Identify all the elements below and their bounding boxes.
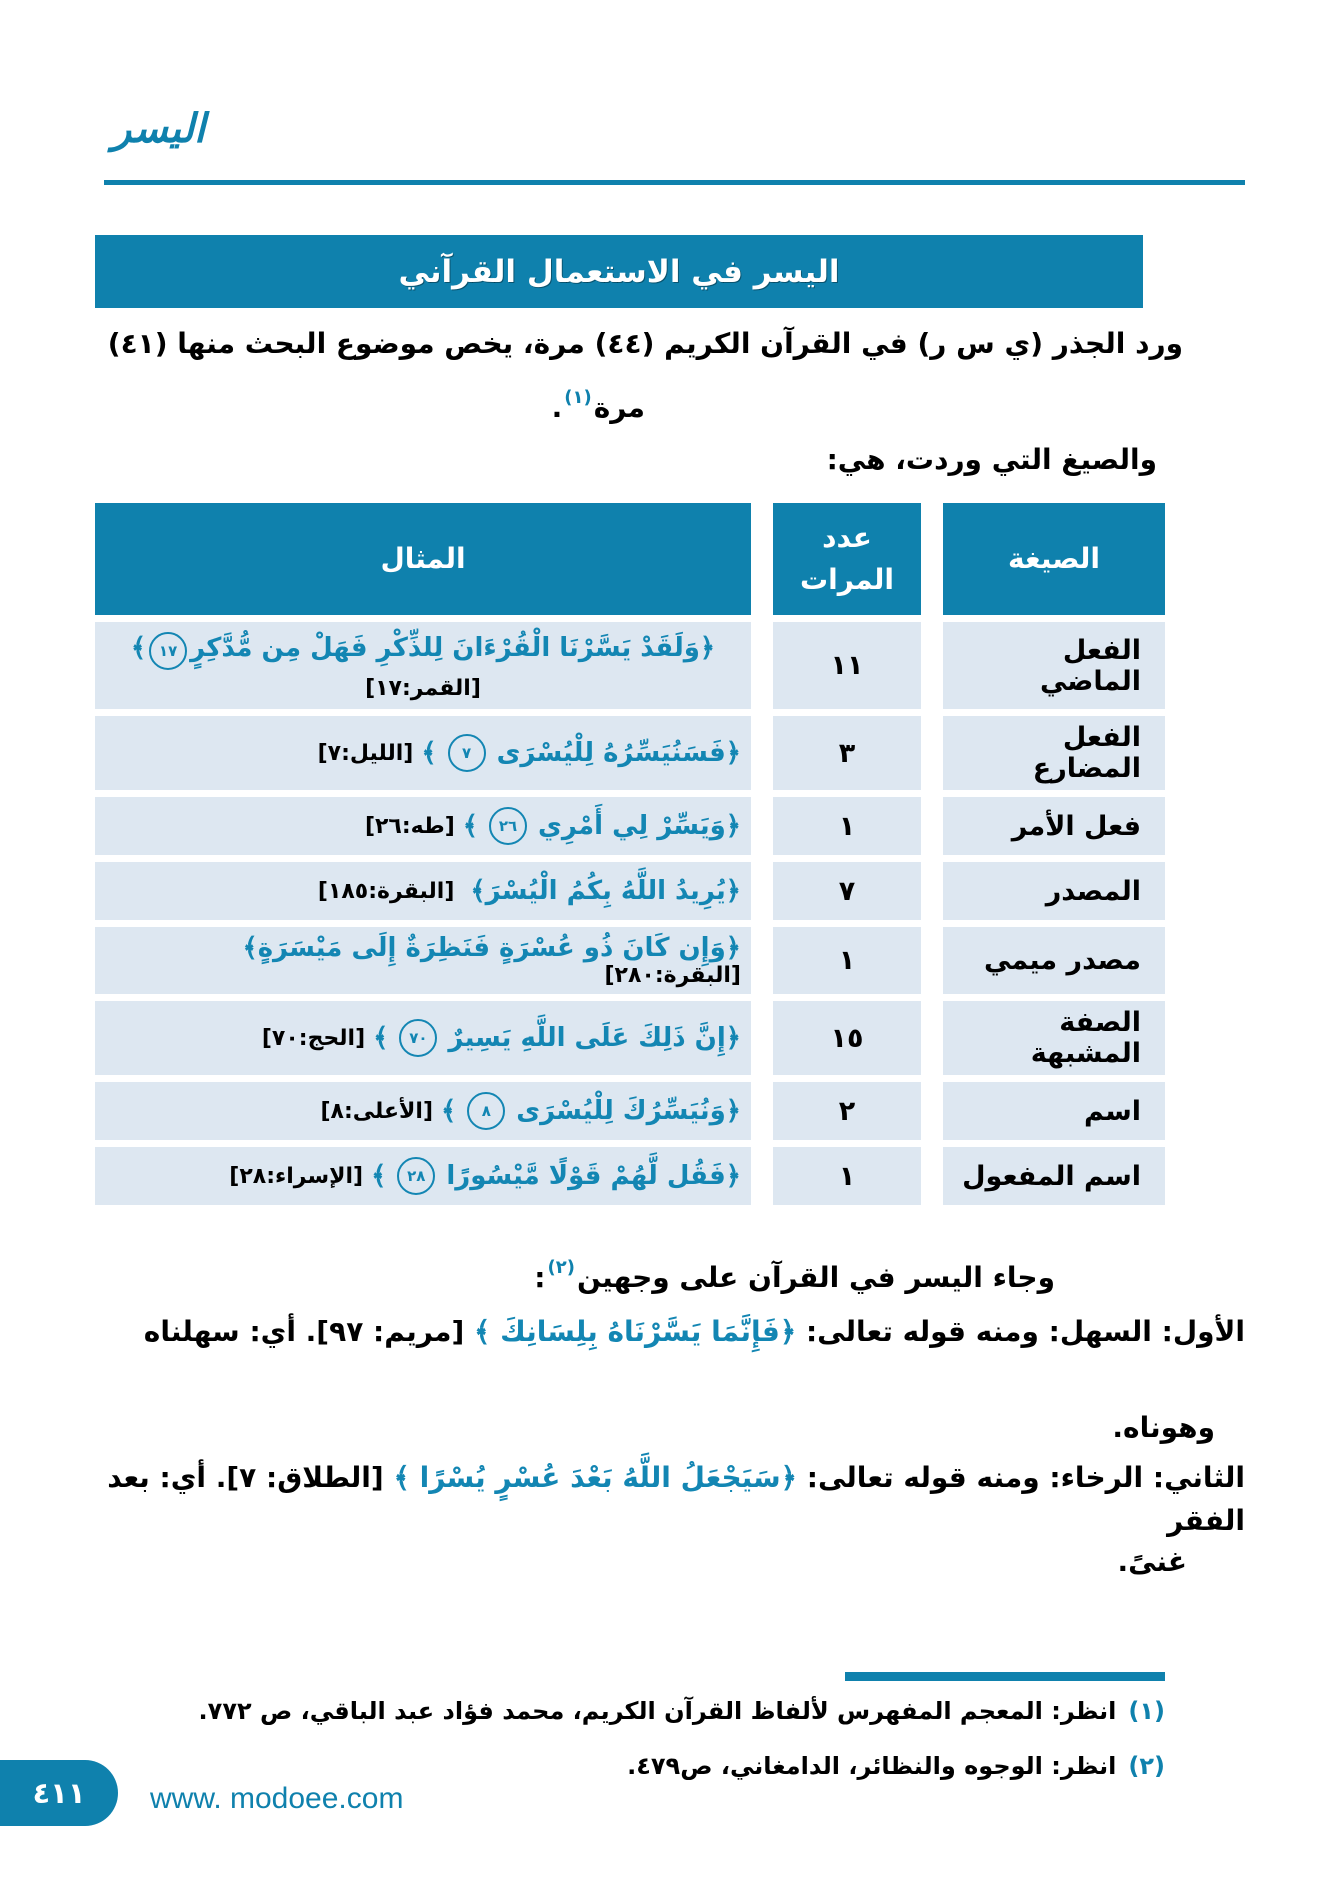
verse-reference: [البقرة:١٨٥] <box>317 878 455 904</box>
count-value: ٧ <box>838 875 856 907</box>
verse-text: ﴿وَلَقَدْ يَسَّرْنَا الْقُرْءَانَ لِلذِّكْرِ فَهَلْ مِن مُّدَّكِرٍ <box>190 633 716 663</box>
page-number-badge <box>0 1760 118 1826</box>
intro-line-2 <box>95 386 1245 429</box>
footnote-1-marker: (١) <box>1128 1697 1165 1725</box>
table-row-example <box>95 862 751 920</box>
form-name: الفعل المضارع <box>1032 722 1141 784</box>
page-header-entry-word: اليسر <box>112 106 206 152</box>
inline-verse: ﴿فَإِنَّمَا يَسَّرْنَاهُ بِلِسَانِكَ ﴾ <box>474 1315 797 1348</box>
count-value: ١ <box>838 1160 856 1192</box>
two-aspects-lead-text: وجاء اليسر في القرآن على وجهين <box>576 1261 1055 1294</box>
verse-text: ﴿يُرِيدُ اللَّهُ بِكُمُ الْيُسْرَ﴾ <box>470 876 741 906</box>
table-row-count <box>773 927 921 994</box>
verse-reference: [القمر:١٧] <box>365 676 481 701</box>
first-aspect-continuation-text: وهوناه. <box>1112 1411 1215 1444</box>
footnote-ref-1: (١) <box>564 386 592 408</box>
table-row-example <box>95 622 751 709</box>
table-row-example <box>95 1147 751 1205</box>
page-number: ٤١١ <box>32 1776 86 1810</box>
table-row-count <box>773 622 921 709</box>
header-rule <box>104 180 1245 185</box>
colon: : <box>534 1261 546 1294</box>
table-row-form <box>943 716 1165 790</box>
verse-text: ﴿فَقُل لَّهُمْ قَوْلًا مَّيْسُورًا <box>446 1161 741 1191</box>
intro-text: ورد الجذر (ي س ر) في القرآن الكريم (٤٤) مرة، يخص موضوع البحث منها (٤١) <box>107 327 1183 360</box>
verse-number-roundel: ٨ <box>467 1092 505 1130</box>
first-aspect-continuation <box>95 1406 1245 1449</box>
second-aspect-text: الثاني: الرخاء: ومنه قوله تعالى: <box>797 1461 1245 1494</box>
column-header-example-label: المثال <box>380 542 466 575</box>
table-row-example <box>95 1001 751 1075</box>
footnote-2-text: انظر: الوجوه والنظائر، الدامغاني، ص٤٧٩. <box>627 1752 1117 1780</box>
forms-table <box>95 503 1165 1205</box>
form-name: اسم <box>1084 1095 1141 1127</box>
count-value: ٣ <box>838 737 856 769</box>
form-name: الفعل الماضي <box>1039 634 1141 697</box>
count-value: ٢ <box>838 1095 856 1127</box>
verse-close-bracket: ﴾ <box>462 811 479 841</box>
count-value: ١٥ <box>830 1022 864 1054</box>
verse-close-bracket: ﴾ <box>130 633 147 663</box>
table-row-count <box>773 1001 921 1075</box>
verse-reference: [الأعلى:٨] <box>320 1098 434 1124</box>
verse-reference: [الإسراء:٢٨] <box>229 1163 364 1189</box>
second-aspect-reference-and-gloss: [الطلاق: ٧]. أي: بعد الفقر <box>107 1461 1245 1538</box>
first-aspect-line <box>95 1310 1245 1353</box>
table-row-count <box>773 716 921 790</box>
footnote-2 <box>95 1752 1245 1780</box>
first-aspect-text: الأول: السهل: ومنه قوله تعالى: <box>796 1315 1245 1348</box>
verse-close-bracket: ﴾ <box>371 1161 387 1191</box>
table-row-form <box>943 622 1165 709</box>
count-value: ١ <box>838 810 856 842</box>
section-title: اليسر في الاستعمال القرآني <box>398 253 840 290</box>
table-row-count <box>773 1147 921 1205</box>
inline-verse: ﴿سَيَجْعَلُ اللَّهُ بَعْدَ عُسْرٍ يُسْرًا ﴾ <box>393 1461 798 1494</box>
footnote-2-marker: (٢) <box>1128 1752 1165 1780</box>
verse-text: ﴿فَسَنُيَسِّرُهُ لِلْيُسْرَى <box>496 738 741 768</box>
form-name: اسم المفعول <box>962 1160 1141 1192</box>
two-aspects-lead <box>95 1256 1245 1299</box>
table-row-form <box>943 1082 1165 1140</box>
verse-number-roundel: ٢٦ <box>489 807 527 845</box>
verse-reference: [الليل:٧] <box>317 740 414 766</box>
verse-text: ﴿وَيَسِّرْ لِي أَمْرِي <box>538 811 741 841</box>
table-row-example <box>95 927 751 994</box>
table-row-form <box>943 862 1165 920</box>
first-aspect-reference-and-gloss: [مريم: ٩٧]. أي: سهلناه <box>143 1315 475 1348</box>
table-row-count <box>773 1082 921 1140</box>
verse-number-roundel: ١٧ <box>149 632 187 670</box>
verse-text: ﴿إِنَّ ذَلِكَ عَلَى اللَّهِ يَسِيرٌ <box>448 1023 741 1053</box>
intro-line-1 <box>95 322 1245 365</box>
table-row-count <box>773 862 921 920</box>
count-value: ١١ <box>830 650 864 681</box>
verse-number-roundel: ٢٨ <box>397 1157 435 1195</box>
column-header-count-label: عدد المرات <box>799 521 895 596</box>
form-name: فعل الأمر <box>1011 810 1141 842</box>
table-row-form <box>943 797 1165 855</box>
verse-reference: [البقرة:٢٨٠] <box>604 963 741 988</box>
footnote-1 <box>95 1697 1245 1725</box>
forms-lead-text: والصيغ التي وردت، هي: <box>826 443 1157 476</box>
table-row-form <box>943 1001 1165 1075</box>
verse-reference: [الحج:٧٠] <box>261 1025 366 1051</box>
second-aspect-continuation-text: غنىً. <box>1117 1545 1187 1578</box>
table-row-count <box>773 797 921 855</box>
verse-reference: [طه:٢٦] <box>364 813 455 839</box>
table-row-form <box>943 927 1165 994</box>
verse-close-bracket: ﴾ <box>421 738 437 768</box>
footnote-separator-rule <box>845 1672 1165 1681</box>
table-row-form <box>943 1147 1165 1205</box>
form-name: مصدر ميمي <box>983 945 1141 976</box>
form-name: المصدر <box>1045 875 1141 907</box>
table-row-example <box>95 797 751 855</box>
verse-close-bracket: ﴾ <box>441 1096 457 1126</box>
column-header-form-label: الصيغة <box>1008 542 1100 575</box>
verse-number-roundel: ٧٠ <box>399 1019 437 1057</box>
second-aspect-line <box>95 1456 1245 1543</box>
verse-text: ﴿وَإِن كَانَ ذُو عُسْرَةٍ فَنَظِرَةٌ إِلَى مَيْسَرَةٍ﴾ <box>242 933 741 963</box>
section-title-bar <box>95 235 1143 308</box>
column-header-example <box>95 503 751 615</box>
period: . <box>551 391 563 424</box>
column-header-count <box>773 503 921 615</box>
verse-close-bracket: ﴾ <box>373 1023 389 1053</box>
forms-lead-line <box>95 438 1245 481</box>
table-row-example <box>95 716 751 790</box>
column-header-form <box>943 503 1165 615</box>
form-name: الصفة المشبهة <box>1030 1007 1141 1069</box>
table-row-example <box>95 1082 751 1140</box>
footnote-ref-2: (٢) <box>547 1256 575 1278</box>
second-aspect-continuation <box>95 1540 1245 1583</box>
verse-text: ﴿وَنُيَسِّرُكَ لِلْيُسْرَى <box>516 1096 741 1126</box>
footnote-1-text: انظر: المعجم المفهرس لألفاظ القرآن الكريم، محمد فؤاد عبد الباقي، ص ٧٧٢. <box>198 1697 1117 1725</box>
website-link[interactable]: www. modoee.com <box>150 1782 404 1815</box>
intro-text-continuation: مرة <box>593 391 645 424</box>
count-value: ١ <box>838 945 856 976</box>
verse-number-roundel: ٧ <box>448 734 486 772</box>
